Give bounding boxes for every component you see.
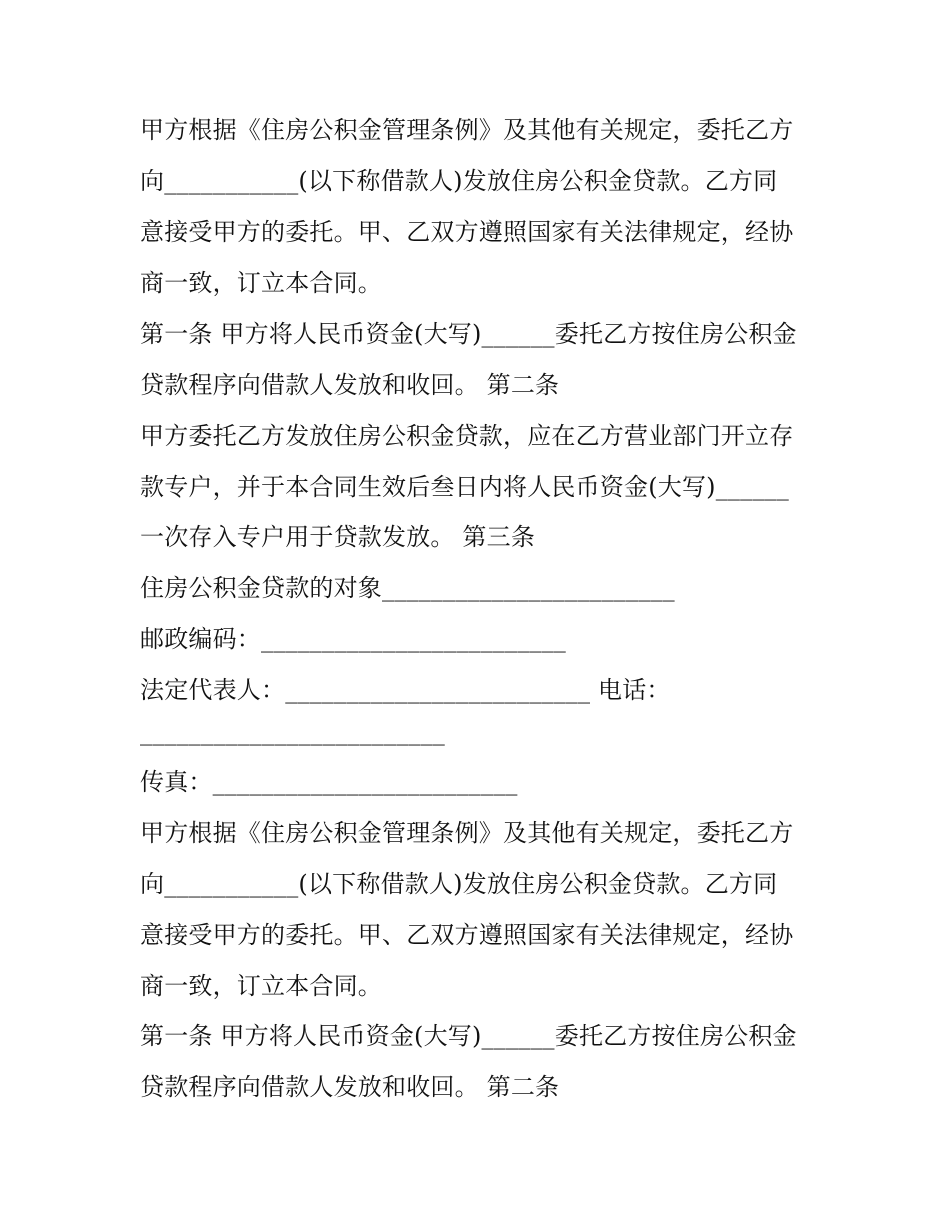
paragraph-line: 第一条 甲方将人民币资金(大写)______委托乙方按住房公积金 bbox=[140, 1022, 797, 1050]
paragraph-line: 贷款程序向借款人发放和收回。 第二条 bbox=[140, 1073, 560, 1101]
paragraph-line: 贷款程序向借款人发放和收回。 第二条 bbox=[140, 371, 560, 399]
paragraph-line: _________________________ bbox=[140, 718, 445, 746]
paragraph-line: 法定代表人：_________________________ 电话： bbox=[140, 676, 671, 704]
paragraph-line: 邮政编码：_________________________ bbox=[140, 625, 566, 653]
paragraph-line: 意接受甲方的委托。甲、乙双方遵照国家有关法律规定，经协 bbox=[140, 921, 794, 949]
paragraph-line: 第一条 甲方将人民币资金(大写)______委托乙方按住房公积金 bbox=[140, 320, 797, 348]
paragraph-line: 一次存入专户用于贷款发放。 第三条 bbox=[140, 523, 536, 551]
paragraph-line: 向___________(以下称借款人)发放住房公积金贷款。乙方同 bbox=[140, 870, 778, 898]
paragraph-line: 甲方根据《住房公积金管理条例》及其他有关规定，委托乙方 bbox=[140, 116, 794, 144]
paragraph-line: 甲方根据《住房公积金管理条例》及其他有关规定，委托乙方 bbox=[140, 819, 794, 847]
paragraph-line: 意接受甲方的委托。甲、乙双方遵照国家有关法律规定，经协 bbox=[140, 218, 794, 246]
paragraph-line: 住房公积金贷款的对象________________________ bbox=[140, 574, 675, 602]
paragraph-line: 商一致，订立本合同。 bbox=[140, 972, 382, 1000]
paragraph-line: 向___________(以下称借款人)发放住房公积金贷款。乙方同 bbox=[140, 167, 778, 195]
paragraph-line: 款专户，并于本合同生效后叁日内将人民币资金(大写)______ bbox=[140, 473, 789, 501]
paragraph-line: 甲方委托乙方发放住房公积金贷款，应在乙方营业部门开立存 bbox=[140, 422, 794, 450]
paragraph-line: 商一致，订立本合同。 bbox=[140, 269, 382, 297]
paragraph-line: 传真：_________________________ bbox=[140, 768, 518, 796]
